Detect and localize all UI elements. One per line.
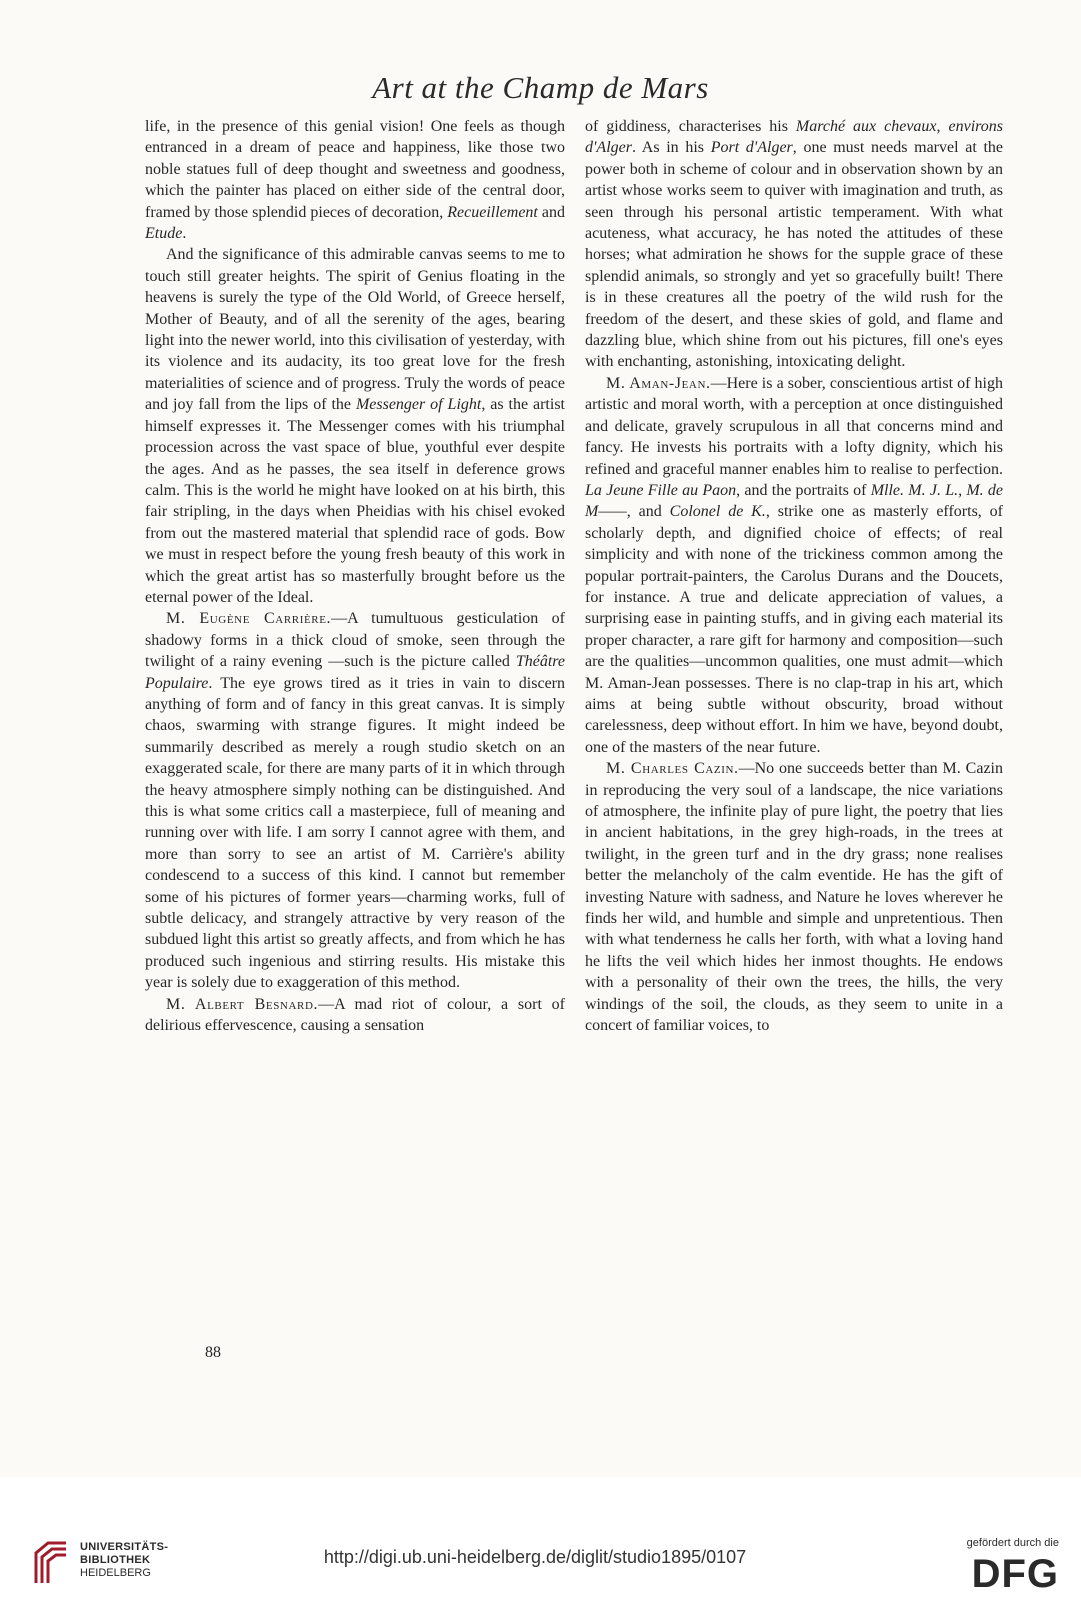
library-logo-icon xyxy=(32,1539,68,1585)
dfg-logo: DFG xyxy=(971,1552,1059,1596)
paragraph: And the significance of this admirable canvas seems to me to touch still greater heights. The spirit of Genius floating in the heavens is surely the type of the Old World, of Greece herself, Mother of Beauty, and of all the serenity of the ages, bearing light into the newer world, into this civilisation of yesterday, with its violence and its audacity, its too great love for the fresh materialities of science and of progress. Truly the words of peace and joy fall from the lips of the Messenger of Light, as the artist himself expresses it. The Messenger comes with his triumphal procession across the vast space of blue, youthful ever despite the ages. And as he passes, the sea itself in deference grows calm. This is the world he might have looked on at his birth, this fair stripling, in the days when Pheidias with his chisel evoked from out the mastered material that splendid race of gods. Bow we must in respect before the young fresh beauty of this work in which the great artist has so masterfully brought before us the eternal power of the Ideal. xyxy=(145,246,565,606)
paragraph: M. Aman-Jean.—Here is a sober, conscientious artist of high artistic and moral worth, with a perception at once distinguished and delicate, gravely scrupulous in all that concerns mind and fancy. He invests his portraits with a lofty dignity, which his refined and graceful manner enables him to realise to perfection. La Jeune Fille au Paon, and the portraits of Mlle. M. J. L., M. de M——, and Colonel de K., strike one as masterly efforts, of scholarly depth, and dignified choice of effects; of real simplicity and with none of the trickiness common among the popular portrait-painters, the Carolus Durans and the Doucets, for instance. A true and delicate appreciation of values, a surprising ease in painting stuffs, and in giving each material its proper character, a rare gift for harmony and composition—such are the qualities—uncommon qualities, one must admit—which M. Aman-Jean possesses. There is no clap-trap in his art, which aims at being subtle without obscurity, broad without carelessness, deep without effort. In him we have, beyond doubt, one of the masters of the near future. xyxy=(585,374,1004,756)
paragraph: M. Charles Cazin.—No one succeeds better than M. Cazin in reproducing the very soul of a landscape, the nice variations of atmosphere, the infinite play of pure light, the poetry that lies in ancient habitations, in the grey high-roads, in the trees at twilight, in the green turf and in the dry grass; none realises better the melancholy of the calm eventide. He has the gift of investing Nature with sadness, and Nature he loves wherever he finds her wild, and humble and simple and unpretentious. Then with what tenderness he calls her forth, with what a loving hand he lifts the veil which hides her inmost thoughts. He endows with a personality of their own the trees, the hills, the very windings of the soil, the clouds, as they seem to unite in a concert of familiar voices, to xyxy=(585,760,1003,1035)
paragraph: life, in the presence of this genial vision! One feels as though entranced in a dream of peace and happiness, like those two noble statues full of deep thought and sweetness and goodness, which the painter has placed on either side of the central door, framed by those splendid pieces of decoration, Recueillement and Etude. xyxy=(145,118,565,243)
source-url-link[interactable]: http://digi.ub.uni-heidelberg.de/diglit/studio1895/0107 xyxy=(323,1547,747,1567)
artist-name: M. Aman-Jean. xyxy=(606,374,711,392)
artist-name: M. Charles Cazin. xyxy=(606,760,739,778)
artist-name: M. Eugène Carrière. xyxy=(166,610,332,628)
running-title: Art at the Champ de Mars xyxy=(372,70,709,105)
paragraph: of giddiness, characterises his Marché aux chevaux, environs d'Alger. As in his Port d'Alger, one must needs marvel at the power both in scheme of colour and in observation shown by an artist whose works seem to quiver with imagination and truth, as seen through his personal artistic temperament. With what acuteness, what accuracy, he has noted the attitudes of these horses; what admiration he shows for the supple grace of these splendid animals, so strongly and yet so gracefully built! There is in these creatures all the poetry of the wild rush for the freedom of the desert, and these skies of gold, and flame and dazzling blue, which shine from out his pictures, fill one's eyes with enchanting, astonishing, intoxicating delight. xyxy=(585,118,1003,371)
paragraph: M. Eugène Carrière.—A tumultuous gesticulation of shadowy forms in a thick cloud of smoke, seen through the twilight of a rainy evening —such is the picture called Théâtre Populaire. The eye grows tired as it tries in vain to discern anything of form and of fancy in this great canvas. It is simply chaos, swarming with strange figures. It might indeed be summarily described as merely a rough studio sketch on an exaggerated scale, for there are many parts of it in which through the heavy atmosphere simply nothing can be distinguished. And this is what some critics call a masterpiece, full of meaning and running over with life. I am sorry I cannot agree with them, and more than sorry to see an artist of M. Carrière's ability condescend to a success of this kind. I cannot but remember some of his pictures of former years—charming works, full of subtle delicacy, and strangely attractive by very reason of the subdued light this artist so greatly affects, and from which he has produced such ingenious and stirring results. His mistake this year is solely due to exaggeration of this method. xyxy=(145,610,566,992)
artist-name: M. Albert Besnard. xyxy=(166,995,319,1013)
funder-credit: gefördert durch die DFG xyxy=(939,1537,1059,1596)
page-number: 88 xyxy=(205,1344,221,1361)
digitization-footer xyxy=(0,1477,1081,1610)
paragraph: M. Albert Besnard.—A mad riot of colour, a sort of delirious effervescence, causing a sensation xyxy=(145,995,565,1035)
library-name: UNIVERSITÄTS- BIBLIOTHEK HEIDELBERG xyxy=(80,1541,169,1579)
left-column xyxy=(145,116,565,1036)
right-column xyxy=(585,116,1003,1036)
